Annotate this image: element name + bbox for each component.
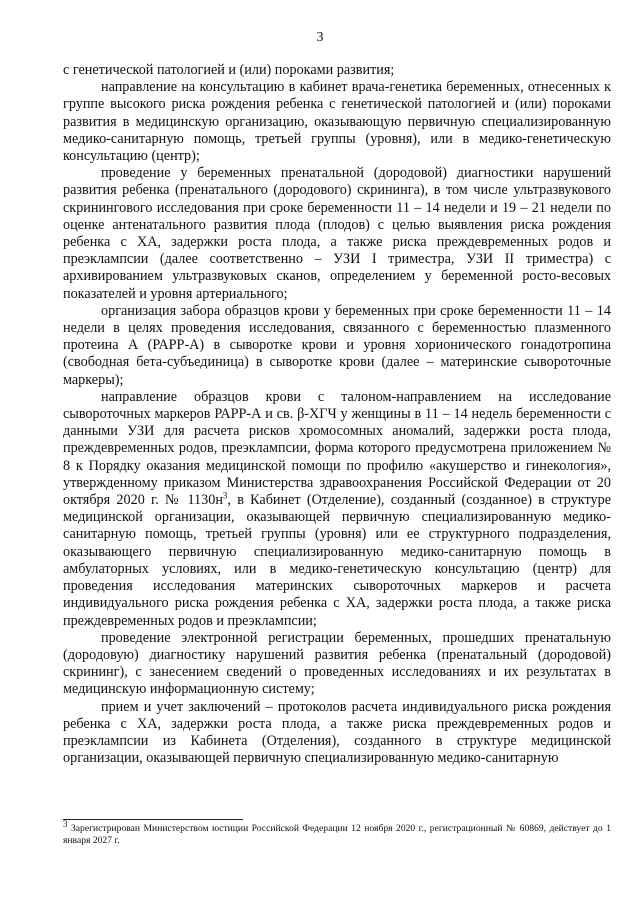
paragraph-geneticist-referral: направление на консультацию в кабинет врача-генетика беременных, отнесенных к группе высокого риска рождения ребенка с генетической патологией и (или) пороками развития в медицинскую организацию, оказывающую первичную специализированную медико-санитарную помощь, третьей группы (уровня), или в медико-генетическую консультацию (центр); — [63, 79, 611, 165]
sample-referral-text: направление образцов крови с талоном-направлением на исследование сывороточных маркеров РАРР-А и св. β-ХГЧ у женщины в 11 – 14 недель беременности с данными УЗИ для расчета рисков хромосомных аномалий, задержки роста плода, преждевременных родов, преэклампсии, форма которого предусмотрена приложением № 8 к Порядку оказания медицинской помощи по профилю «акушерство и гинекология», утвержденному приказом Министерства здравоохранения Российской Федерации от 20 октября 2020 г. № 1130н — [63, 388, 611, 509]
document-body — [63, 62, 611, 767]
paragraph-blood-sampling: организация забора образцов крови у беременных при сроке беременности 11 – 14 недели в целях проведения исследования, связанного с беременностью плазменного протеина А (РАРР-А) в сыворотке крови и уровня хорионического гонадотропина (свободная бета-субъединица) в сыворотке крови (далее – материнские сывороточные маркеры); — [63, 302, 611, 388]
sample-referral-text-continued: , в Кабинет (Отделение), созданный (созданное) в структуре медицинской организации, оказывающей первичную специализированную медико-санитарную помощь, третьей группы (уровня) или ее структурного подразделения, оказывающего первичную специализированную медико-санитарную помощь в амбулаторных условиях, или в медико-генетическую консультацию (центр) для проведения исследования материнских сывороточных маркеров и расчета индивидуального риска рождения ребенка с ХА, задержки роста плода, а также риска преждевременных родов и преэклампсии; — [63, 492, 611, 629]
paragraph-continuation: с генетической патологией и (или) пороками развития; — [63, 62, 395, 78]
footnote — [63, 818, 611, 847]
paragraph-conclusions-intake: прием и учет заключений – протоколов расчета индивидуального риска рождения ребенка с ХА, задержки роста плода, а также риска преждевременных родов и преэклампсии из Кабинета (Отделения), созданного в структуре медицинской организации, оказывающей первичную специализированную медико-санитарную — [63, 698, 611, 767]
footnote-number: 3 — [63, 818, 68, 829]
footnote-text: Зарегистрирован Министерством юстиции Российской Федерации 12 ноября 2020 г., регистрационный № 60869, действует до 1 января 2027 г. — [63, 823, 611, 846]
paragraph-sample-referral — [63, 389, 611, 630]
footnote-reference: 3 — [222, 490, 228, 501]
paragraph-electronic-registration: проведение электронной регистрации беременных, прошедших пренатальную (дородовую) диагностику нарушений развития ребенка (пренатальный (дородовой) скрининг), с занесением сведений о проведенных исследованиях и их результатах в медицинскую информационную систему; — [63, 629, 611, 698]
paragraph-prenatal-screening: проведение у беременных пренатальной (дородовой) диагностики нарушений развития ребенка (пренатального (дородового) скрининга), в том числе ультразвукового скринингового исследования при сроке беременности 11 – 14 недели и 19 – 21 недели по оценке антенатального развития плода (плодов) с целью выявления риска рождения ребенка с ХА, задержки роста плода, а также риска преждевременных родов и преэклампсии (далее соответственно – УЗИ I триместра, УЗИ II триместра) с архивированием ультразвуковых сканов, определением у беременной росто-весовых показателей и уровня артериального; — [63, 165, 611, 302]
footnote-divider — [63, 819, 243, 820]
page-number: 3 — [316, 30, 324, 45]
